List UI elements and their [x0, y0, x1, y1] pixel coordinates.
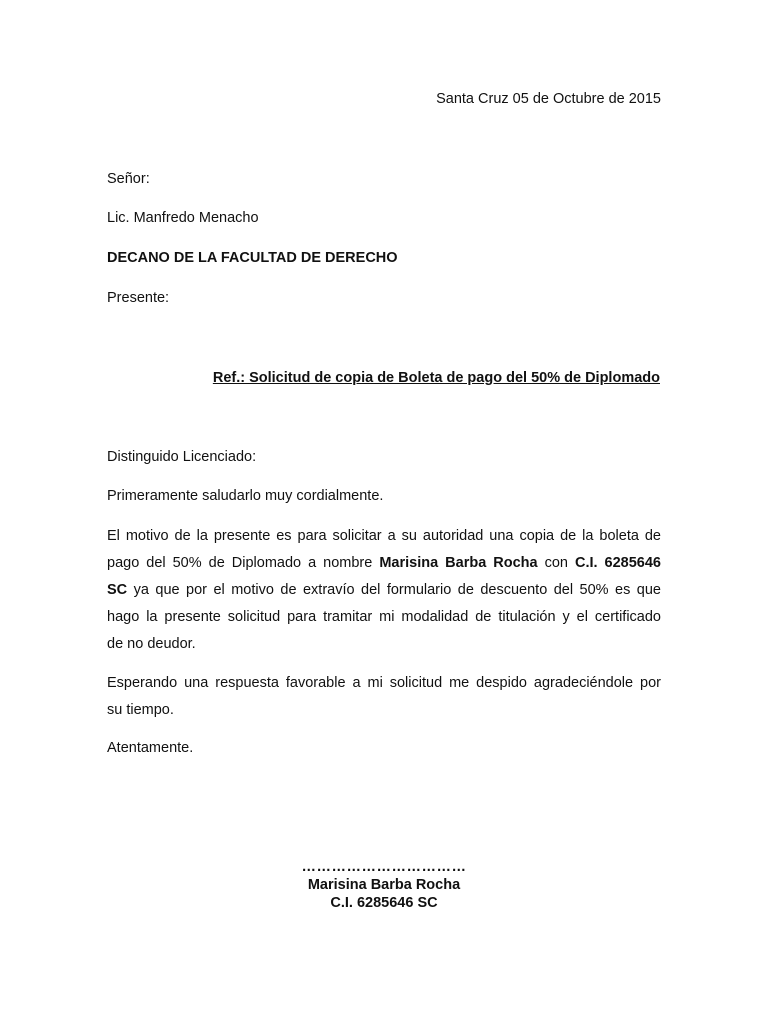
- recipient-name: Lic. Manfredo Menacho: [107, 210, 259, 226]
- signature-id: C.I. 6285646 SC: [330, 895, 438, 911]
- body-line-2: [107, 550, 661, 577]
- body-line-5: de no deudor.: [107, 636, 196, 652]
- letter-date: Santa Cruz 05 de Octubre de 2015: [436, 91, 661, 107]
- closing-line-2: su tiempo.: [107, 702, 174, 718]
- reference-line: Ref.: Solicitud de copia de Boleta de pago del 50% de Diplomado: [212, 370, 660, 386]
- opening-line: Primeramente saludarlo muy cordialmente.: [107, 488, 384, 504]
- student-name: Marisina Barba Rocha: [379, 555, 538, 571]
- student-ci-suffix: SC: [107, 582, 128, 598]
- greeting: Distinguido Licenciado:: [107, 449, 257, 465]
- body-line-2-b: con: [537, 555, 575, 571]
- closing-paragraph: [107, 670, 661, 724]
- sign-off: Atentamente.: [107, 740, 194, 756]
- student-ci: C.I. 6285646: [574, 555, 661, 571]
- body-line-2-a: pago del 50% de Diplomado a nombre: [107, 555, 380, 571]
- body-line-3-rest: ya que por el motivo de extravío del formulario de descuento del 50% es que: [127, 582, 661, 598]
- body-paragraph: [107, 523, 661, 658]
- presente-label: Presente:: [107, 290, 170, 306]
- body-line-4: hago la presente solicitud para tramitar mi modalidad de titulación y el certificado: [107, 609, 661, 625]
- body-line-3: [107, 577, 661, 604]
- signature-name: Marisina Barba Rocha: [307, 877, 461, 893]
- signature-line: ……………………………: [301, 859, 467, 875]
- recipient-title: DECANO DE LA FACULTAD DE DERECHO: [107, 250, 398, 266]
- body-line-1: El motivo de la presente es para solicitar a su autoridad una copia de la boleta de: [107, 528, 661, 544]
- closing-line-1: Esperando una respuesta favorable a mi solicitud me despido agradeciéndole por: [107, 675, 661, 691]
- signature-block: [0, 858, 768, 912]
- salutation-prefix: Señor:: [107, 171, 150, 187]
